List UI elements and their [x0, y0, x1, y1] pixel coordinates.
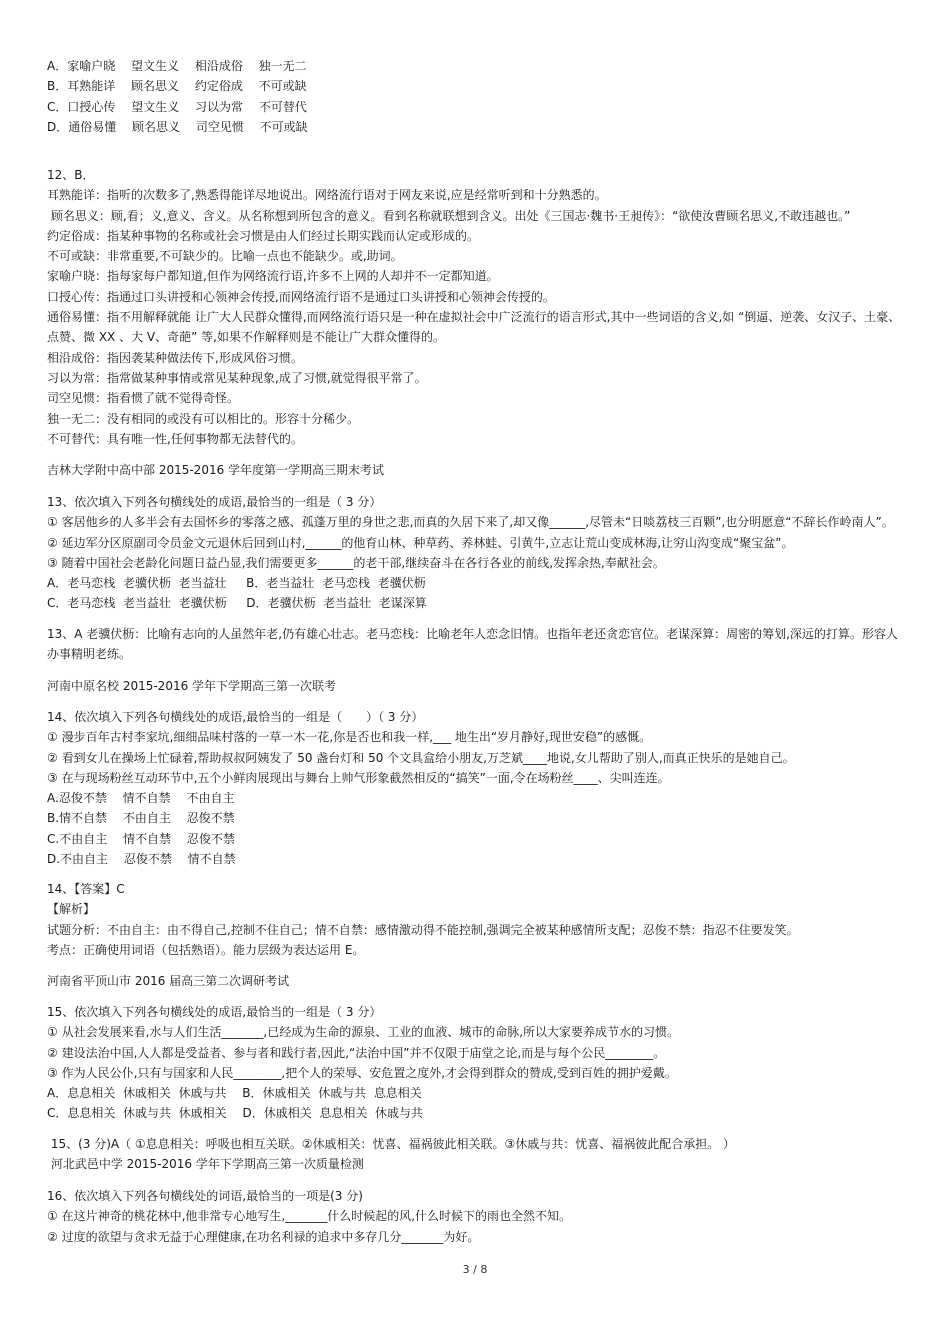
explanation-line: 耳熟能详：指听的次数多了,熟悉得能详尽地说出。网络流行语对于网友来说,应是经常听到和十分熟悉的。 — [47, 188, 607, 203]
question-sentence: ③ 作为人民公仆,只有与国家和人民________,把个人的荣辱、安危置之度外,才会得到群众的赞成,受到百姓的拥护爱戴。 — [47, 1065, 677, 1080]
question-sentence: ① 客居他乡的人多半会有去国怀乡的零落之感、孤蓬万里的身世之悲,而真的久居下来了,却又像______,尽管未“日啖荔枝三百颗”,也分明愿意“不辞长作岭南人”。 — [47, 515, 894, 530]
question-sentence: ② 建设法治中国,人人都是受益者、参与者和践行者,因此,“法治中国”并不仅限于庙堂之论,而是与每个公民________。 — [47, 1045, 666, 1060]
question-sentence: ① 在这片神奇的桃花林中,他非常专心地写生,_______什么时候起的风,什么时候下的雨也全然不知。 — [47, 1209, 572, 1224]
explanation-line: 口授心传：指通过口头讲授和心领神会传授,而网络流行语不是通过口头讲授和心领神会传授的。 — [47, 289, 555, 304]
question-sentence: ③ 随着中国社会老龄化问题日益凸显,我们需要更多______的老干部,继续奋斗在各行各业的前线,发挥余热,奉献社会。 — [47, 555, 665, 570]
explanation-line: 家喻户晓：指每家每户都知道,但作为网络流行语,许多不上网的人却并不一定都知道。 — [47, 269, 499, 284]
option-line: B.情不自禁 不由自主 忍俊不禁 — [47, 811, 235, 826]
answer-line: 考点：正确使用词语（包括熟语）。能力层级为表达运用 E。 — [47, 942, 365, 957]
option-line: B．耳熟能详 顾名思义 约定俗成 不可或缺 — [47, 79, 307, 94]
q16-question — [47, 1186, 903, 1247]
answer-line: 试题分析：不由自主：由不得自己,控制不住自己；情不自禁：感情激动得不能控制,强调完全被某种感情所支配；忍俊不禁：指忍不住要发笑。 — [47, 922, 799, 937]
explanation-line: 约定俗成：指某种事物的名称或社会习惯是由人们经过长期实践而认定或形成的。 — [47, 228, 480, 243]
question-stem: 16、依次填入下列各句横线处的词语,最恰当的一项是(3 分) — [47, 1189, 363, 1203]
explanation-line: 通俗易懂：指不用解释就能 让广大人民群众懂得,而网络流行语只是一种在虚拟社会中广泛流行的语言形式,其中一些词语的含义,如 “倒逼、逆袭、女汉子、土豪、点赞、微 XX 、大 V、奇葩” 等,如果不作解释则是不能让广大群众懂得的。 — [47, 310, 901, 345]
explanation-line: 独一无二：没有相同的或没有可以相比的。形容十分稀少。 — [47, 411, 360, 426]
q13-answer — [47, 624, 903, 665]
explanation-line: 顾名思义：顾,看；义,意义、含义。从名称想到所包含的意义。看到名称就联想到含义。出处《三国志·魏书·王昶传》：“欲使汝曹顾名思义,不敢违越也。” — [47, 208, 851, 223]
answer-text: 15、(3 分)A（ ①息息相关：呼吸也相互关联。②休戚相关：忧喜、福祸彼此相关联。③休戚与共：忧喜、福祸彼此配合承担。 ） — [47, 1137, 736, 1151]
question-sentence: ② 看到女儿在操场上忙碌着,帮助叔叔阿姨发了 50 盏台灯和 50 个文具盒给小朋友,万芝斌____地说,女儿帮助了别人,而真正快乐的是她自己。 — [47, 750, 795, 765]
option-line: A．老马恋栈 老骥伏枥 老当益壮 B．老当益壮 老马恋栈 老骥伏枥 — [47, 576, 426, 591]
option-line: C．口授心传 望文生义 习以为常 不可替代 — [47, 99, 307, 114]
explanation-line: 不可或缺：非常重要,不可缺少的。比喻一点也不能缺少。或,助词。 — [47, 249, 403, 264]
answer-head: 12、B． — [47, 168, 95, 182]
explanation-line: 不可替代：具有唯一性,任何事物都无法替代的。 — [47, 431, 303, 446]
answer-line: 14、【答案】C — [47, 882, 125, 896]
option-line: A.忍俊不禁 情不自禁 不由自主 — [47, 791, 235, 806]
explanation-line: 习以为常：指常做某种事情或常见某种现象,成了习惯,就觉得很平常了。 — [47, 370, 427, 385]
page-number: 3 / 8 — [462, 1263, 488, 1276]
option-line: D．通俗易懂 顾名思义 司空见惯 不可或缺 — [47, 119, 308, 134]
answer-text: 13、A 老骥伏枥：比喻有志向的人虽然年老,仍有雄心壮志。老马恋栈：比喻老年人恋念旧情。也指年老还贪恋官位。老谋深算：周密的筹划,深远的打算。形容人办事精明老练。 — [47, 627, 898, 662]
q13-question — [47, 492, 903, 614]
question-stem: 13、依次填入下列各句横线处的成语,最恰当的一组是（ 3 分） — [47, 495, 382, 509]
exam-source: 河南省平顶山市 2016 届高三第二次调研考试 — [47, 974, 290, 988]
exam-source: 河南中原名校 2015-2016 学年下学期高三第一次联考 — [47, 679, 337, 693]
q15-question — [47, 1002, 903, 1124]
q14-question — [47, 707, 903, 869]
question-stem: 15、依次填入下列各句横线处的成语,最恰当的一组是（ 3 分） — [47, 1005, 382, 1019]
question-sentence: ② 延边军分区原副司令员金文元退休后回到山村,______的他育山林、种草药、养林蛙、引黄牛,立志让荒山变成林海,让穷山沟变成“聚宝盆”。 — [47, 535, 794, 550]
q15-answer — [47, 1134, 903, 1175]
option-line: C．息息相关 休戚与共 休戚相关 D．休戚相关 息息相关 休戚与共 — [47, 1106, 423, 1121]
option-line: C．老马恋栈 老当益壮 老骥伏枥 D．老骥伏枥 老当益壮 老谋深算 — [47, 596, 427, 611]
q14-answer — [47, 879, 903, 960]
option-line: C.不由自主 情不自禁 忍俊不禁 — [47, 831, 235, 846]
q13-source — [47, 460, 903, 480]
exam-source: 河北武邑中学 2015-2016 学年下学期高三第一次质量检测 — [47, 1157, 364, 1172]
option-line: A．息息相关 休戚相关 休戚与共 B．休戚相关 休戚与共 息息相关 — [47, 1086, 422, 1101]
q12-answer — [47, 165, 903, 449]
prev-question-options — [47, 56, 903, 137]
question-stem: 14、依次填入下列各句横线处的成语,最恰当的一组是（ ）（ 3 分） — [47, 710, 424, 724]
answer-line: 【解析】 — [47, 902, 96, 917]
question-sentence: ① 漫步百年古村李家坑,细细品味村落的一草一木一花,你是否也和我一样,___ 地生出“岁月静好,现世安稳”的感慨。 — [47, 730, 652, 745]
q15-source — [47, 971, 903, 991]
exam-source: 吉林大学附中高中部 2015-2016 学年度第一学期高三期末考试 — [47, 463, 385, 477]
explanation-line: 相沿成俗：指因袭某种做法传下,形成风俗习惯。 — [47, 350, 303, 365]
q14-source — [47, 676, 903, 696]
question-sentence: ③ 在与现场粉丝互动环节中,五个小鲜肉展现出与舞台上帅气形象截然相反的“搞笑”一面,令在场粉丝____、尖叫连连。 — [47, 770, 670, 785]
question-sentence: ① 从社会发展来看,水与人们生活_______,已经成为生命的源泉、工业的血液、城市的命脉,所以大家要养成节水的习惯。 — [47, 1025, 680, 1040]
option-line: D.不由自主 忍俊不禁 情不自禁 — [47, 852, 236, 867]
question-sentence: ② 过度的欲望与贪求无益于心理健康,在功名利禄的追求中多存几分_______为好。 — [47, 1229, 480, 1244]
explanation-line: 司空见惯：指看惯了就不觉得奇怪。 — [47, 391, 240, 406]
option-line: A．家喻户晓 望文生义 相沿成俗 独一无二 — [47, 59, 307, 73]
